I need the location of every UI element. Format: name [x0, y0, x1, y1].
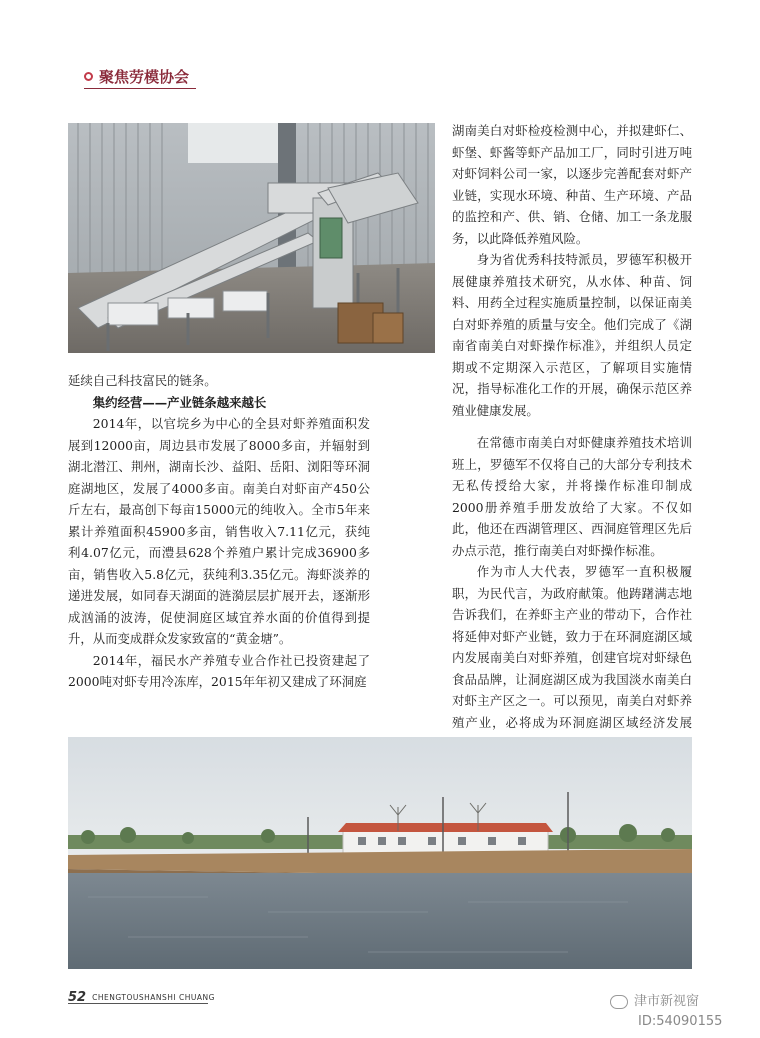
paragraph: 身为省优秀科技特派员，罗德军积极开展健康养殖技术研究，从水体、种苗、饲料、用药全过程实施质量控制，以保证南美白对虾养殖的质量与安全。他们完成了《湖南省南美白对虾操作标准》，并组织人员定期或不定期深入示范区，了解项目实施情况，指导标准化工作的开展，确保示范区养殖业健康发展。: [452, 252, 692, 418]
sorting-machine-illustration: [68, 123, 435, 353]
header-underline: [84, 88, 196, 89]
page-number: 52: [68, 990, 87, 1005]
watermark-account-id: ID:54090155: [638, 1014, 723, 1029]
footer-rule: [68, 1003, 208, 1004]
lead-line: 延续自己科技富民的链条。: [68, 373, 217, 388]
paragraph: 作为市人大代表，罗德军一直积极履职，为民代言，为政府献策。他踌躇满志地告诉我们，在养虾主产业的带动下，合作社将延伸对虾产业链，致力于在环洞庭湖区域内发展南美白对虾养殖，创建官垸对虾绿色食品品牌，让洞庭湖区成为我国淡水南美白对虾主产区之一。可以预见，南美白对虾养殖产业，必将成为环洞庭湖区域经济发展: [452, 564, 692, 730]
sorting-machine-photo: [68, 123, 435, 353]
paragraph: 湖南美白对虾检疫检测中心，并拟建虾仁、虾堡、虾酱等虾产品加工厂，同时引进万吨对虾饲料公司一家，以逐步完善配套对虾产业链，实现水环境、种苗、生产环境、产品的监控和产、供、销、仓储、加工一条龙服务，以此降低养殖风险。: [452, 123, 692, 246]
watermark-account-name: 津市新视窗: [634, 994, 700, 1009]
circle-bullet-icon: [84, 72, 93, 81]
paragraph: 2014年，以官垸乡为中心的全县对虾养殖面积发展到12000亩，周边县市发展了8000多亩，并辐射到湖北潜江、荆州，湖南长沙、益阳、岳阳、浏阳等环洞庭湖地区，发展了4000多亩。南美白对虾亩产450公斤左右，最高创下每亩15000元的纯收入。全市5年来累计养殖面积45900多亩，销售收入7.11亿元，获纯利4.07亿元，而澧县628个养殖户累计完成36900多亩，销售收入5.8亿元，获纯利3.35亿元。海虾淡养的递进发展，如同春天湖面的涟漪层层扩展开去，逐渐形成汹涌的波涛，促使洞庭区域宜养水面的价值得到提升，从而变成群众发家致富的“黄金塘”。: [68, 416, 370, 646]
pond-illustration: [68, 737, 692, 969]
subheading: 集约经营——产业链条越来越长: [92, 394, 267, 410]
wechat-icon: [610, 995, 628, 1009]
paragraph: 在常德市南美白对虾健康养殖技术培训班上，罗德军不仅将自己的大部分专利技术无私传授给大家，并将操作标准印制成2000册养殖手册发放给了大家。不仅如此，他还在西湖管理区、西洞庭管理区先后办点示范，推行南美白对虾操作标准。: [452, 435, 692, 558]
paragraph: 2014年，福民水产养殖专业合作社已投资建起了2000吨对虾专用冷冻库，2015年年初又建成了环洞庭: [68, 652, 370, 689]
right-column-top: [452, 120, 692, 421]
right-column-bottom: [452, 432, 692, 755]
left-column: [68, 370, 370, 693]
watermark-name-row: [610, 992, 722, 1012]
section-title: 聚焦劳模协会: [99, 68, 190, 86]
watermark: [610, 992, 722, 1032]
magazine-name: CHENGTOUSHANSHI CHUANG: [92, 993, 215, 1002]
pond-photo: [68, 737, 692, 969]
section-header: [84, 66, 189, 87]
